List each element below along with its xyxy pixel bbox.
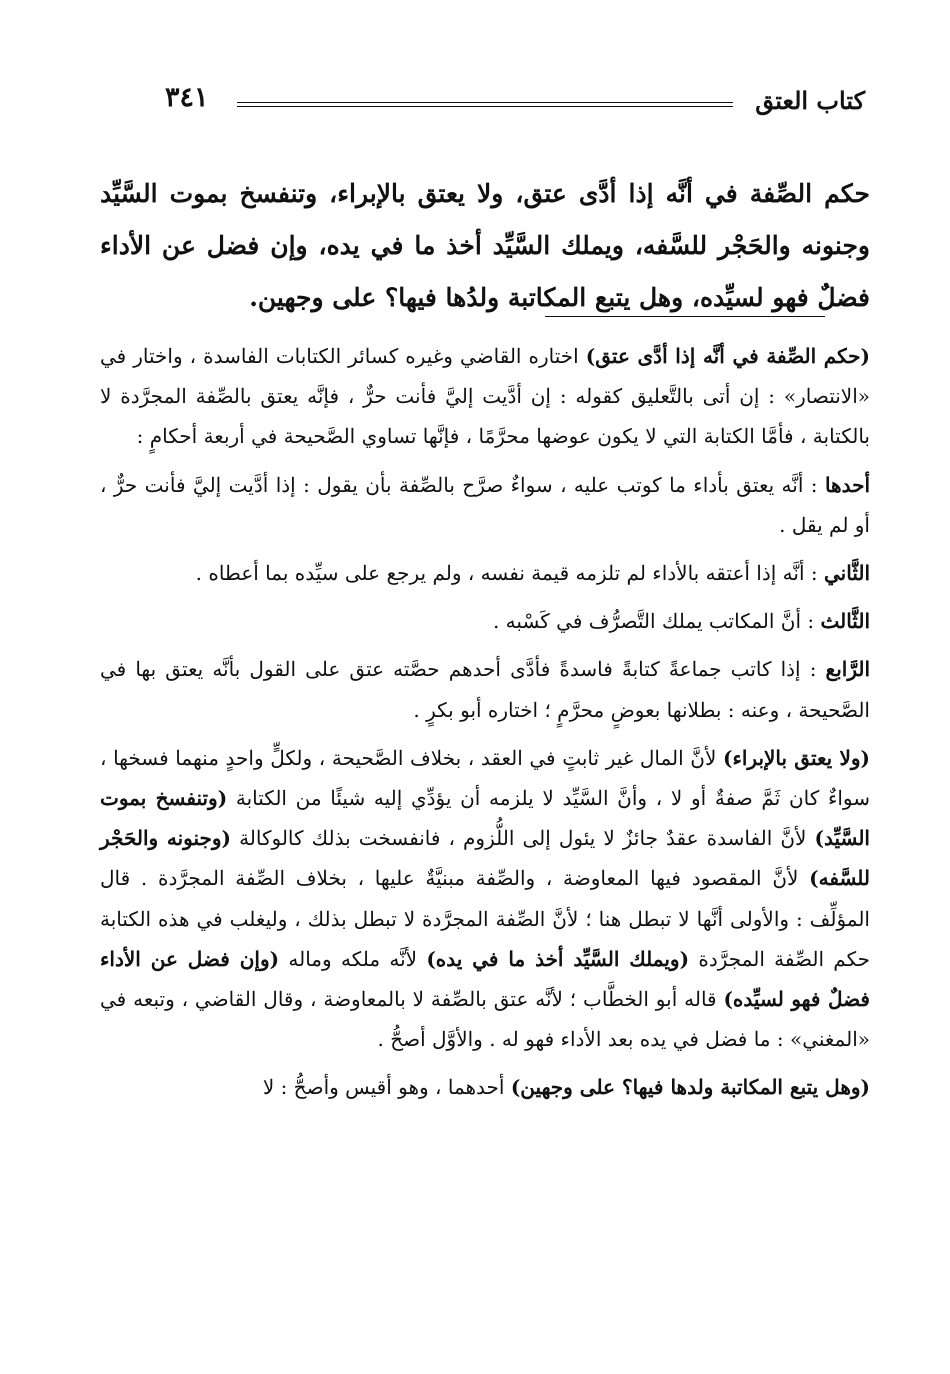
commentary-text: لأنَّ المقصود فيها المعاوضة ، والصِّفة مبنيَّةٌ عليها ، بخلاف الصِّفة المجرَّدة . قال المؤلِّف : والأولى أنَّها لا تبطل هنا ؛ لأنَّ الصِّفة المجرَّدة لا تبطل بذلك ، وليغلب في هذه الكتابة حكم الصِّفة المجرَّدة — [100, 866, 871, 971]
commentary — [100, 336, 870, 1116]
page-number: ٣٤١ — [165, 82, 209, 113]
ruling-label: الرَّابع — [825, 657, 870, 682]
commentary-paragraph — [100, 553, 870, 593]
quoted-matn: (وجنونه والحَجْر للسَّفه) — [100, 826, 870, 891]
book-title: كتاب العتق — [755, 86, 865, 115]
ruling-label: الثَّالث — [820, 609, 870, 634]
commentary-text: اختاره القاضي وغيره كسائر الكتابات الفاسدة ، واختار في «الانتصار» : إن أتى بالتَّعليق كقوله : إن أدَّيت إليَّ فأنت حرٌّ ، فإنَّه يعتق بالصِّفة المجرَّدة لا بالكتابة ، فأمَّا الكتابة التي لا يكون عوضها محرَّمًا ، فإنَّها تساوي الصَّحيحة في أربعة أحكامٍ : — [100, 344, 870, 449]
commentary-text: : إذا كاتب جماعةً كتابةً فاسدةً فأدَّى أحدهم حصَّته عتق على القول بأنَّه يعتق بها في الصَّحيحة ، وعنه : بطلانها بعوضٍ محرَّمٍ ؛ اختاره أبو بكرٍ . — [100, 657, 870, 722]
quoted-matn: (وهل يتبع المكاتبة ولدها فيها؟ على وجهين) — [510, 1075, 870, 1100]
ruling-label: أحدها — [824, 472, 870, 497]
commentary-paragraph — [100, 738, 870, 1060]
quoted-matn: (ويملك السَّيِّد أخذ ما في يده) — [426, 946, 690, 971]
ruling-label: الثَّاني — [823, 561, 870, 586]
matn-text: حكم الصِّفة في أنَّه إذا أدَّى عتق، ولا يعتق بالإبراء، وتنفسخ بموت السَّيِّد وجنونه والحَجْر للسَّفه، ويملك السَّيِّد أخذ ما في يده، وإن فضل عن الأداء فضلٌ فهو لسيِّده، وهل يتبع المكاتبة ولدُها فيها؟ على وجهين. — [100, 179, 870, 312]
commentary-text: لأنَّ الفاسدة عقدٌ جائزٌ لا يئول إلى اللُّزوم ، فانفسخت بذلك كالوكالة — [231, 826, 815, 851]
commentary-paragraph — [100, 601, 870, 641]
commentary-text: : أنَّ المكاتب يملك التَّصرُّف في كَسْبه . — [492, 609, 821, 634]
commentary-text: لأنَّ المال غير ثابتٍ في العقد ، بخلاف الصَّحيحة ، ولكلٍّ واحدٍ منهما فسخها ، سواءٌ كان ثَمَّ صفةٌ أو لا ، وأنَّ السَّيِّد لا يلزمه أن يؤدِّي إليه شيئًا من الكتابة — [100, 745, 871, 811]
section-separator — [545, 316, 825, 317]
commentary-paragraph — [100, 1067, 870, 1107]
commentary-text: : أنَّه إذا أعتقه بالأداء لم تلزمه قيمة نفسه ، ولم يرجع على سيِّده بما أعطاه . — [195, 561, 824, 586]
quoted-matn: (حكم الصِّفة في أنَّه إذا أدَّى عتق) — [585, 344, 870, 368]
quoted-matn: (ولا يعتق بالإبراء) — [723, 745, 870, 770]
quoted-matn: (وتنفسخ بموت السَّيِّد) — [100, 786, 870, 851]
page-header — [165, 82, 865, 122]
header-rule — [237, 102, 733, 107]
commentary-text: لأنَّه ملكه وماله — [279, 946, 427, 971]
commentary-text: أحدهما ، وهو أقيس وأصحُّ : لا — [262, 1075, 511, 1100]
commentary-paragraph — [100, 649, 870, 729]
commentary-paragraph — [100, 465, 870, 545]
commentary-paragraph — [100, 336, 870, 457]
commentary-text: قاله أبو الخطَّاب ؛ لأنَّه عتق بالصِّفة لا بالمعاوضة ، وقال القاضي ، وتبعه في «المغني» : ما فضل في يده بعد الأداء فهو له . والأوَّل أصحُّ . — [100, 987, 870, 1052]
quoted-matn: (وإن فضل عن الأداء فضلٌ فهو لسيِّده) — [100, 946, 870, 1012]
commentary-text: : أنَّه يعتق بأداء ما كوتب عليه ، سواءٌ صرَّح بالصِّفة بأن يقول : إذا أدَّيت إليَّ فأنت حرٌّ ، أو لم يقل . — [100, 472, 870, 537]
